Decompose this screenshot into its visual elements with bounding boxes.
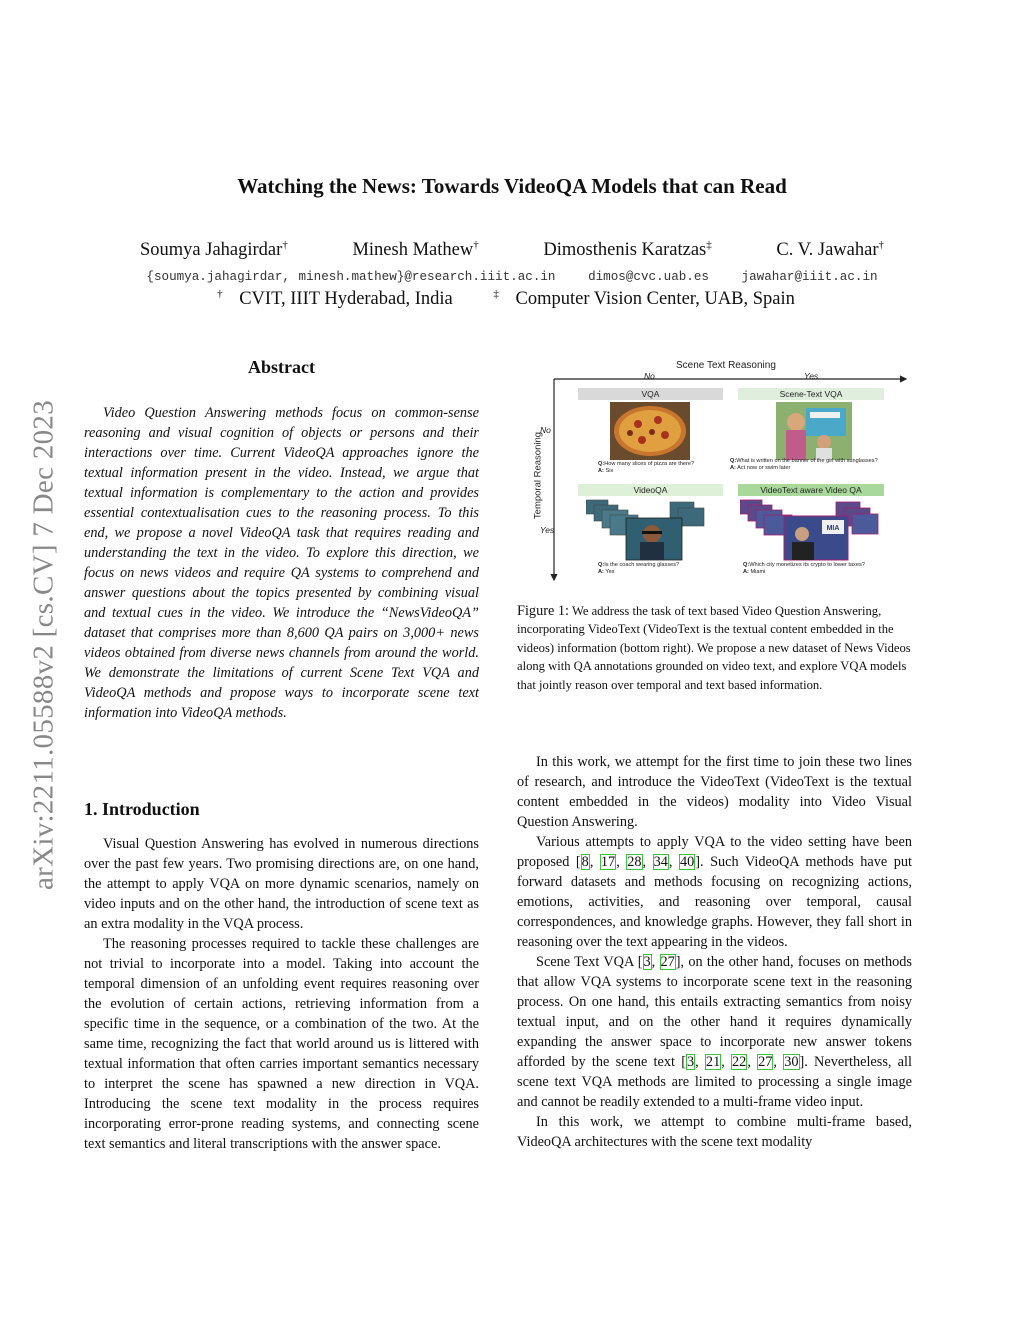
figure-caption-label: Figure 1: <box>517 603 570 619</box>
citation-link[interactable]: 3 <box>643 954 651 970</box>
q1-question: Q:How many slices of pizza are there? <box>598 461 695 467</box>
body-paragraph: Scene Text VQA [3, 27], on the other hand, focuses on methods that allow VQA systems to incorporate scene text in the reasoning process. On one hand, this entails extracting semantics from noisy textual input, and on the other hand it requires dynamically expanding the answer space to incorporate new answer tokens afforded by the scene text [3, 21, 22, 27, 30]. Nevertheless, all scene text VQA methods are limited to processing a single image and cannot be readily extended to a multi-frame video input. <box>517 954 912 1110</box>
q2-answer: A: Act now or swim later <box>730 465 791 471</box>
abstract-text: Video Question Answering methods focus on common-sense reasoning and visual cognition of objects or persons and their interactions over time. Current VideoQA approaches ignore the textual information present in the video. Instead, we argue that textual information is complementary to the action and provides essential contextualisation cues to the reasoning process. To this end, we propose a novel VideoQA task that requires reading and understanding the text in the video. To explore this direction, we focus on news videos and require QA systems to comprehend and answer questions about the topics presented by combining visual and textual cues in the video. We introduce the “NewsVideoQA” dataset that comprises more than 8,600 QA pairs on 3,000+ news videos obtained from diverse news channels from around the world. We demonstrate the limitations of current Scene Text VQA and VideoQA methods and propose ways to incorporate scene text information into VideoQA methods. <box>84 405 479 721</box>
affiliation: † CVIT, IIIT Hyderabad, India <box>217 288 453 310</box>
videotext-aware-videoqa-band: VideoText aware Video QA <box>738 484 884 496</box>
abstract-heading: Abstract <box>248 357 315 377</box>
author-emails <box>0 270 1024 284</box>
author: Dimosthenis Karatzas‡ <box>543 239 712 261</box>
q4-answer: A: Miami <box>743 569 766 575</box>
x-axis-yes: Yes <box>804 371 819 381</box>
citation-link[interactable]: 40 <box>679 854 695 870</box>
left-column-body <box>84 834 479 1154</box>
arxiv-identifier: arXiv:2211.05588v2 [cs.CV] 7 Dec 2023 <box>27 399 60 891</box>
citation-link[interactable]: 3 <box>686 1054 695 1070</box>
q3-answer: A: Yes <box>598 569 615 575</box>
x-axis-title: Scene Text Reasoning <box>676 360 776 371</box>
body-paragraph: Various attempts to apply VQA to the video setting have been proposed [8, 17, 28, 34, 40]. Such VideoQA methods have put forward datasets and methods focusing on recognizing actions, emotions, activities, and reasoning over temporal, causal correspondences, and knowledge graphs. However, they fall short in reasoning over the text appearing in the videos. <box>517 834 912 950</box>
author: Soumya Jahagirdar† <box>140 239 288 261</box>
scene-text-vqa-band: Scene-Text VQA <box>738 388 884 400</box>
citation-link[interactable]: 28 <box>627 854 642 870</box>
vqa-band: VQA <box>578 388 723 400</box>
pizza-image <box>610 402 690 460</box>
author: C. V. Jawahar† <box>776 239 884 261</box>
body-paragraph: In this work, we attempt to combine multi-frame based, VideoQA architectures with the scene text modality <box>517 1114 912 1150</box>
author: Minesh Mathew† <box>352 239 479 261</box>
q1-answer: A: Six <box>598 468 614 474</box>
email: {soumya.jahagirdar, minesh.mathew}@research.iiit.ac.in <box>146 270 556 284</box>
body-paragraph: In this work, we attempt for the first time to join these two lines of research, and introduce the VideoText (VideoText is the textual content embedded in the videos) modality into Video Visual Question Answering. <box>517 754 912 830</box>
videoqa-band: VideoQA <box>578 484 723 496</box>
citation-link[interactable]: 8 <box>581 854 589 870</box>
figure-1 <box>518 358 912 583</box>
arxiv-sidebar <box>4 345 84 945</box>
email: dimos@cvc.uab.es <box>588 270 709 284</box>
figure-caption-text: We address the task of text based Video Question Answering, incorporating VideoText (VideoText is the textual content embedded in the videos) information (bottom right). We propose a new dataset of News Videos along with QA annotations grounded on video text, and explore VQA models that jointly reason over temporal and text based information. <box>517 604 911 692</box>
introduction-heading: 1. Introduction <box>84 799 200 819</box>
citation-link[interactable]: 34 <box>653 854 668 870</box>
intro-paragraph: Visual Question Answering has evolved in numerous directions over the past few years. Two promising directions are, on one hand, the attempt to apply VQA on more dynamic scenarios, namely on video inputs and on the other hand, the introduction of scene text as an extra modality in the VQA process. <box>84 836 479 932</box>
mia-text: MIA <box>826 525 840 532</box>
q2-question: Q:What is written on the banner of the girl with sunglasses? <box>730 458 878 464</box>
banner-image <box>776 402 852 460</box>
author-list <box>100 239 924 261</box>
news-video-frames <box>740 496 880 562</box>
q4-question: Q:Which city monetizes its crypto to lower taxes? <box>743 562 865 568</box>
q3-question: Q:Is the coach wearing glasses? <box>598 562 680 568</box>
figure-caption <box>517 602 912 694</box>
affiliations <box>0 288 1024 310</box>
citation-link[interactable]: 17 <box>600 854 616 870</box>
y-axis-title: Temporal Reasoning <box>532 431 544 520</box>
right-column-body <box>517 752 912 1152</box>
affiliation: ‡ Computer Vision Center, UAB, Spain <box>493 288 795 310</box>
paper-title: Watching the News: Towards VideoQA Models that can Read <box>237 174 787 198</box>
y-axis-yes: Yes <box>540 525 555 535</box>
citation-link[interactable]: 21 <box>705 1054 721 1070</box>
coach-video-frames <box>586 496 706 562</box>
citation-link[interactable]: 27 <box>660 954 675 970</box>
citation-link[interactable]: 30 <box>784 1054 799 1070</box>
intro-paragraph: The reasoning processes required to tackle these challenges are not trivial to incorporate into a model. Taking into account the temporal dimension of an unfolding event requires reasoning over the evolution of certain actions, retrieving information from a specific time in the sequence, or a combination of the two. At the same time, recognizing the fact that world around us is littered with textual information that often carries important semantics necessary to interpret the scene has spawned a new direction in VQA. Introducing the scene text modality in the process requires incorporating error-prone reading systems, and connecting scene text semantics and literal transcriptions with the answer space. <box>84 936 479 1152</box>
x-axis-no: No <box>644 371 655 381</box>
y-axis-no: No <box>540 425 551 435</box>
citation-link[interactable]: 22 <box>732 1054 747 1070</box>
citation-link[interactable]: 27 <box>758 1054 773 1070</box>
email: jawahar@iiit.ac.in <box>741 270 878 284</box>
